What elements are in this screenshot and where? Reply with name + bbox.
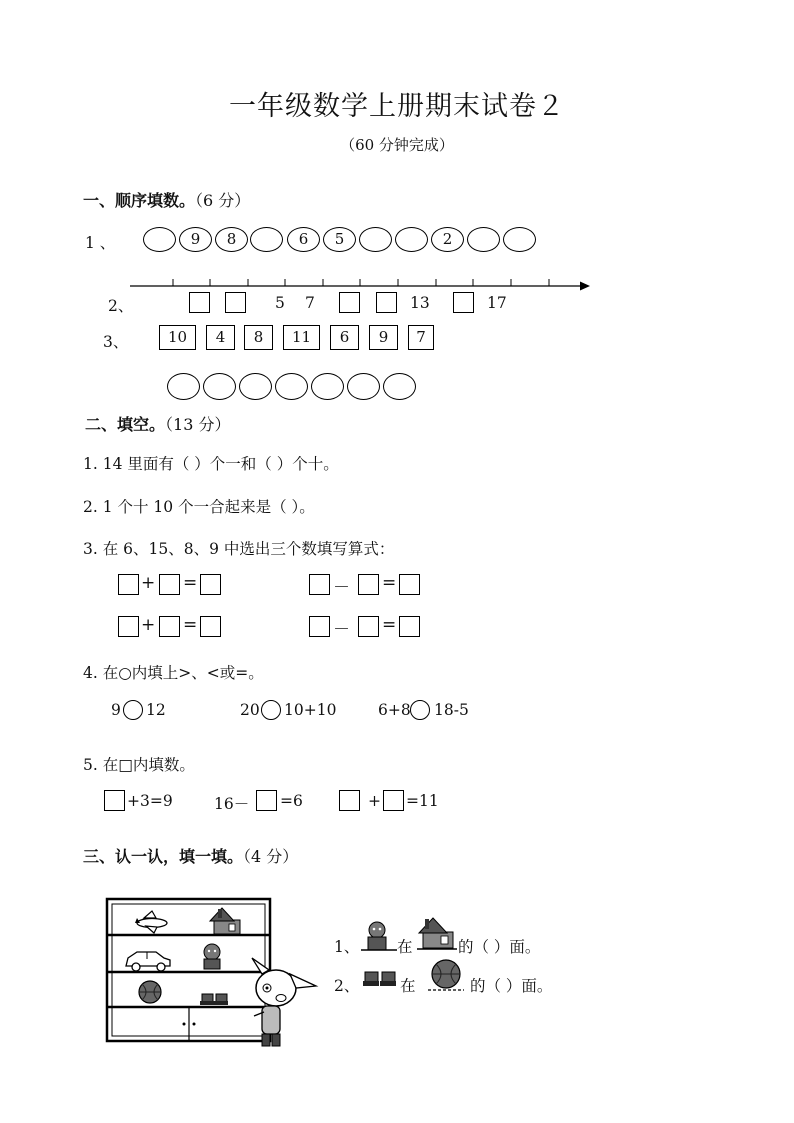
ball-icon: [428, 958, 464, 992]
section2-heading: [85, 412, 230, 435]
page-title: 一年级数学上册期末试卷２: [229, 91, 565, 122]
ball-icon: [139, 981, 161, 1003]
s1-q2-blank-3[interactable]: [339, 292, 360, 313]
section2-title: 二、填空。: [85, 415, 166, 434]
shoes-icon: [200, 994, 228, 1005]
sequence-blank-circle[interactable]: [395, 227, 428, 252]
shoes-icon: [363, 969, 399, 991]
eq-blank[interactable]: [200, 574, 221, 595]
s1-q2-label: 2、: [108, 297, 134, 315]
s1-q1-label: 1 、: [85, 234, 116, 252]
compare-right: 12: [146, 701, 166, 719]
compare-circle[interactable]: [123, 700, 143, 720]
sequence-blank-circle[interactable]: [250, 227, 283, 252]
s3-q1-num: 1、: [334, 938, 360, 956]
fill-blank[interactable]: [104, 790, 125, 811]
section3-heading: [83, 844, 298, 867]
fill-blank[interactable]: [256, 790, 277, 811]
sequence-number-circle: 5: [323, 227, 356, 252]
section1-heading: [83, 188, 250, 211]
fill-expr: =6: [280, 792, 303, 810]
house-icon: [417, 914, 457, 952]
eq-blank[interactable]: [358, 574, 379, 595]
fill-expr: +3=9: [127, 792, 173, 810]
s2-q1: 1. 14 里面有（ ）个一和（ ）个十。: [83, 455, 339, 473]
sequence-number-circle: 2: [431, 227, 464, 252]
fill-blank[interactable]: [339, 790, 360, 811]
eq-blank[interactable]: [159, 616, 180, 637]
s1-q3-number-box: 11: [283, 325, 320, 350]
section1-points: （6 分）: [195, 191, 251, 210]
fill-blank[interactable]: [383, 790, 404, 811]
s1-q3-number-box: 10: [159, 325, 196, 350]
shelf-illustration: [104, 896, 330, 1054]
s3-q2-mid: 在: [400, 977, 416, 995]
s1-q2-num: 5: [275, 294, 285, 312]
answer-oval[interactable]: [383, 373, 416, 400]
section1-title: 一、顺序填数。: [83, 191, 196, 210]
eq-blank[interactable]: [118, 616, 139, 637]
s1-q3-label: 3、: [103, 333, 129, 351]
answer-oval[interactable]: [239, 373, 272, 400]
answer-oval[interactable]: [203, 373, 236, 400]
equals-sign: =: [382, 573, 397, 593]
compare-left: 9: [111, 701, 121, 719]
s1-q2-num: 17: [487, 294, 507, 312]
s1-q3-number-box: 7: [408, 325, 434, 350]
s1-q3-number-box: 9: [369, 325, 398, 350]
s3-q2-num: 2、: [334, 977, 360, 995]
eq-blank[interactable]: [399, 616, 420, 637]
section3-points: （4 分）: [243, 847, 299, 866]
doll-icon: [204, 944, 220, 969]
section2-points: （13 分）: [165, 415, 231, 434]
page-subtitle: （60 分钟完成）: [340, 136, 454, 154]
sequence-number-circle: 6: [287, 227, 320, 252]
plus-sign: +: [141, 573, 156, 593]
fill-expr: 16－: [214, 795, 250, 813]
s3-q1-end: 的（ ）面。: [458, 938, 541, 956]
pig-character-icon: [252, 958, 316, 1046]
airplane-icon: [135, 911, 167, 933]
doll-icon: [361, 918, 397, 952]
eq-blank[interactable]: [399, 574, 420, 595]
answer-oval[interactable]: [311, 373, 344, 400]
sequence-number-circle: 8: [215, 227, 248, 252]
s1-q2-num: 13: [410, 294, 430, 312]
eq-blank[interactable]: [159, 574, 180, 595]
eq-blank[interactable]: [358, 616, 379, 637]
sequence-blank-circle[interactable]: [143, 227, 176, 252]
s3-q1-mid: 在: [397, 938, 413, 956]
answer-oval[interactable]: [275, 373, 308, 400]
s1-q2-blank-5[interactable]: [453, 292, 474, 313]
s1-q2-num: 7: [305, 294, 315, 312]
s3-q2-end: 的（ ）面。: [470, 977, 553, 995]
s1-q3-number-box: 8: [244, 325, 273, 350]
plus-sign: +: [141, 615, 156, 635]
s1-q2-blank-2[interactable]: [225, 292, 246, 313]
s1-q3-number-box: 6: [330, 325, 359, 350]
s1-q2-blank-1[interactable]: [189, 292, 210, 313]
s1-q2-blank-4[interactable]: [376, 292, 397, 313]
compare-right: 18-5: [434, 701, 469, 719]
sequence-number-circle: 9: [179, 227, 212, 252]
s2-q3: 3. 在 6、15、8、9 中选出三个数填写算式：: [83, 540, 395, 558]
fill-expr: +: [368, 792, 381, 810]
compare-left: 6+8: [378, 701, 411, 719]
minus-sign: －: [333, 620, 350, 640]
sequence-blank-circle[interactable]: [467, 227, 500, 252]
s2-q4: 4. 在○内填上>、<或=。: [83, 664, 264, 682]
minus-sign: －: [333, 578, 350, 598]
eq-blank[interactable]: [200, 616, 221, 637]
s1-q3-number-box: 4: [206, 325, 235, 350]
answer-oval[interactable]: [347, 373, 380, 400]
section3-title: 三、认一认，填一填。: [83, 847, 244, 866]
equals-sign: =: [382, 615, 397, 635]
equals-sign: =: [183, 573, 198, 593]
compare-right: 10+10: [284, 701, 337, 719]
eq-blank[interactable]: [309, 574, 330, 595]
eq-blank[interactable]: [309, 616, 330, 637]
compare-circle[interactable]: [410, 700, 430, 720]
answer-oval[interactable]: [167, 373, 200, 400]
s2-q2: 2. 1 个十 10 个一合起来是（ ）。: [83, 498, 315, 516]
fill-expr: =11: [406, 792, 439, 810]
eq-blank[interactable]: [118, 574, 139, 595]
house-icon: [210, 908, 240, 934]
compare-left: 20: [240, 701, 260, 719]
car-icon: [126, 952, 170, 971]
equals-sign: =: [183, 615, 198, 635]
sequence-blank-circle[interactable]: [503, 227, 536, 252]
compare-circle[interactable]: [261, 700, 281, 720]
sequence-blank-circle[interactable]: [359, 227, 392, 252]
s2-q5: 5. 在□内填数。: [83, 756, 195, 774]
